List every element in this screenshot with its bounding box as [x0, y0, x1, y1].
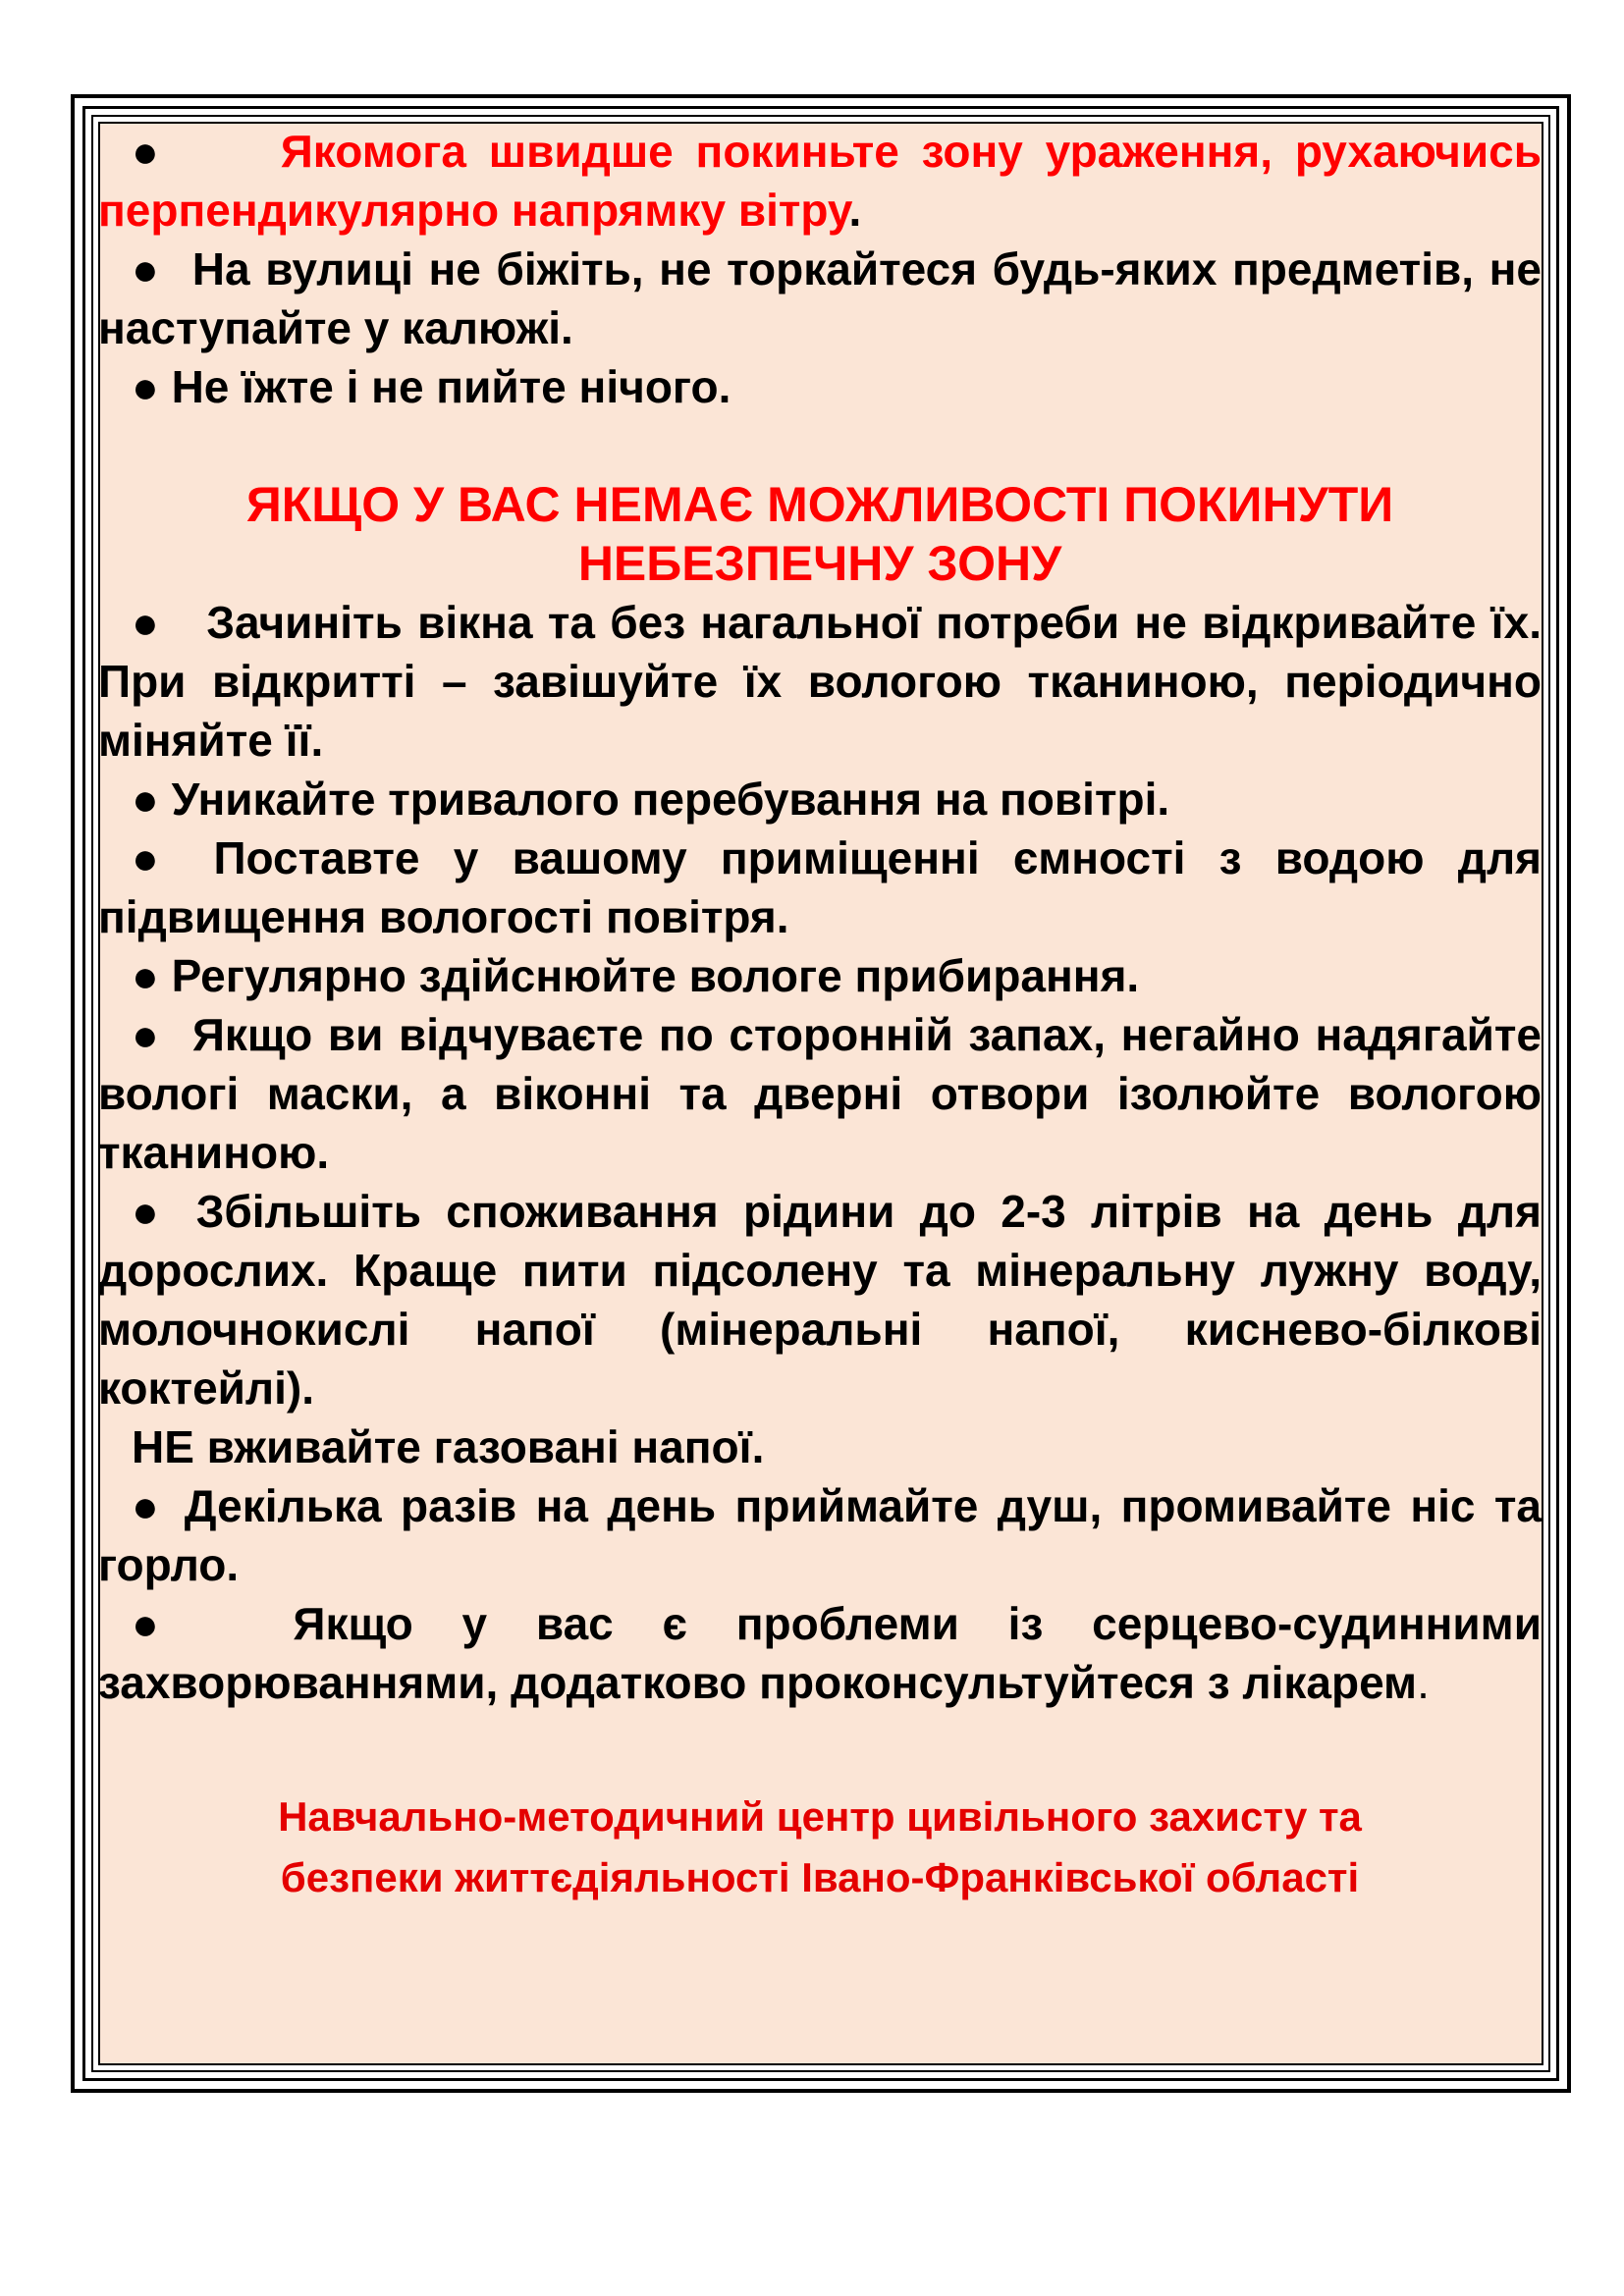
instruction-tail: . — [848, 185, 862, 236]
instruction-water-containers — [98, 828, 1542, 946]
instruction-text: Декілька разів на день приймайте душ, промивайте ніс та горло. — [98, 1480, 1542, 1590]
instruction-text: Поставте у вашому приміщенні ємності з водою для підвищення вологості повітря. — [98, 832, 1543, 942]
section-heading — [98, 475, 1542, 593]
bullet: ● — [132, 774, 159, 825]
instruction-leave-zone — [98, 122, 1542, 240]
instruction-text: Якщо ви відчуваєте по сторонній запах, негайно надягайте вологі маски, а віконні та дверні отвори ізолюйте вологою тканиною. — [98, 1009, 1542, 1178]
instruction-text: Зачиніть вікна та без нагальної потреби не відкривайте їх. При відкритті – завішуйте їх вологою тканиною, періодично міняйте її. — [98, 597, 1542, 766]
instruction-tail: . — [1417, 1657, 1430, 1708]
instruction-text: НЕ вживайте газовані напої. — [132, 1421, 765, 1472]
bullet: ● — [132, 1598, 195, 1649]
section-heading-line-2: НЕБЕЗПЕЧНУ ЗОНУ — [577, 536, 1062, 591]
instruction-doctor — [98, 1594, 1542, 1712]
footer-line-1: Навчально-методичний центр цивільного захисту та — [278, 1793, 1362, 1840]
footer-line-2: безпеки життєдіяльності Івано-Франківської області — [280, 1854, 1360, 1900]
bullet: ● — [132, 361, 159, 412]
instruction-text: Регулярно здійснюйте вологе прибирання. — [171, 950, 1140, 1001]
instruction-text: Уникайте тривалого перебування на повітрі. — [171, 774, 1170, 825]
bullet: ● — [132, 126, 169, 177]
instruction-masks — [98, 1005, 1542, 1182]
bullet: ● — [132, 597, 162, 648]
instruction-fluids — [98, 1182, 1542, 1417]
instruction-shower — [98, 1476, 1542, 1594]
bullet: ● — [132, 832, 181, 883]
instruction-text: На вулиці не біжіть, не торкайтеся будь-яких предметів, не наступайте у калюжі. — [98, 243, 1542, 353]
instruction-no-soda — [98, 1417, 1542, 1476]
section-heading-line-1: ЯКЩО У ВАС НЕМАЄ МОЖЛИВОСТІ ПОКИНУТИ — [245, 477, 1394, 532]
footer-organization — [98, 1787, 1542, 1908]
bullet: ● — [132, 950, 159, 1001]
instruction-text: Якщо у вас є проблеми із серцево-судинними захворюваннями, додатково проконсультуйтеся з лікарем — [98, 1598, 1542, 1708]
document-body — [98, 122, 1542, 1908]
instruction-avoid-outdoors — [98, 770, 1542, 828]
instruction-windows — [98, 593, 1542, 770]
instruction-wet-cleaning — [98, 946, 1542, 1005]
bullet: ● — [132, 1186, 172, 1237]
bullet: ● — [132, 1480, 166, 1531]
bullet: ● — [132, 1009, 162, 1060]
instruction-text: Не їжте і не пийте нічого. — [171, 361, 731, 412]
instruction-text-red: Якомога швидше покиньте зону ураження, рухаючись перпендикулярно напрямку вітру — [98, 126, 1542, 236]
instruction-street — [98, 240, 1542, 357]
instruction-no-eat — [98, 357, 1542, 416]
bullet: ● — [132, 243, 162, 294]
instruction-text: Збільшіть споживання рідини до 2-3 літрів на день для дорослих. Краще пити підсолену та мінеральну лужну воду, молочнокислі напої (мінеральні напої, киснево-білкові коктейлі). — [98, 1186, 1542, 1414]
